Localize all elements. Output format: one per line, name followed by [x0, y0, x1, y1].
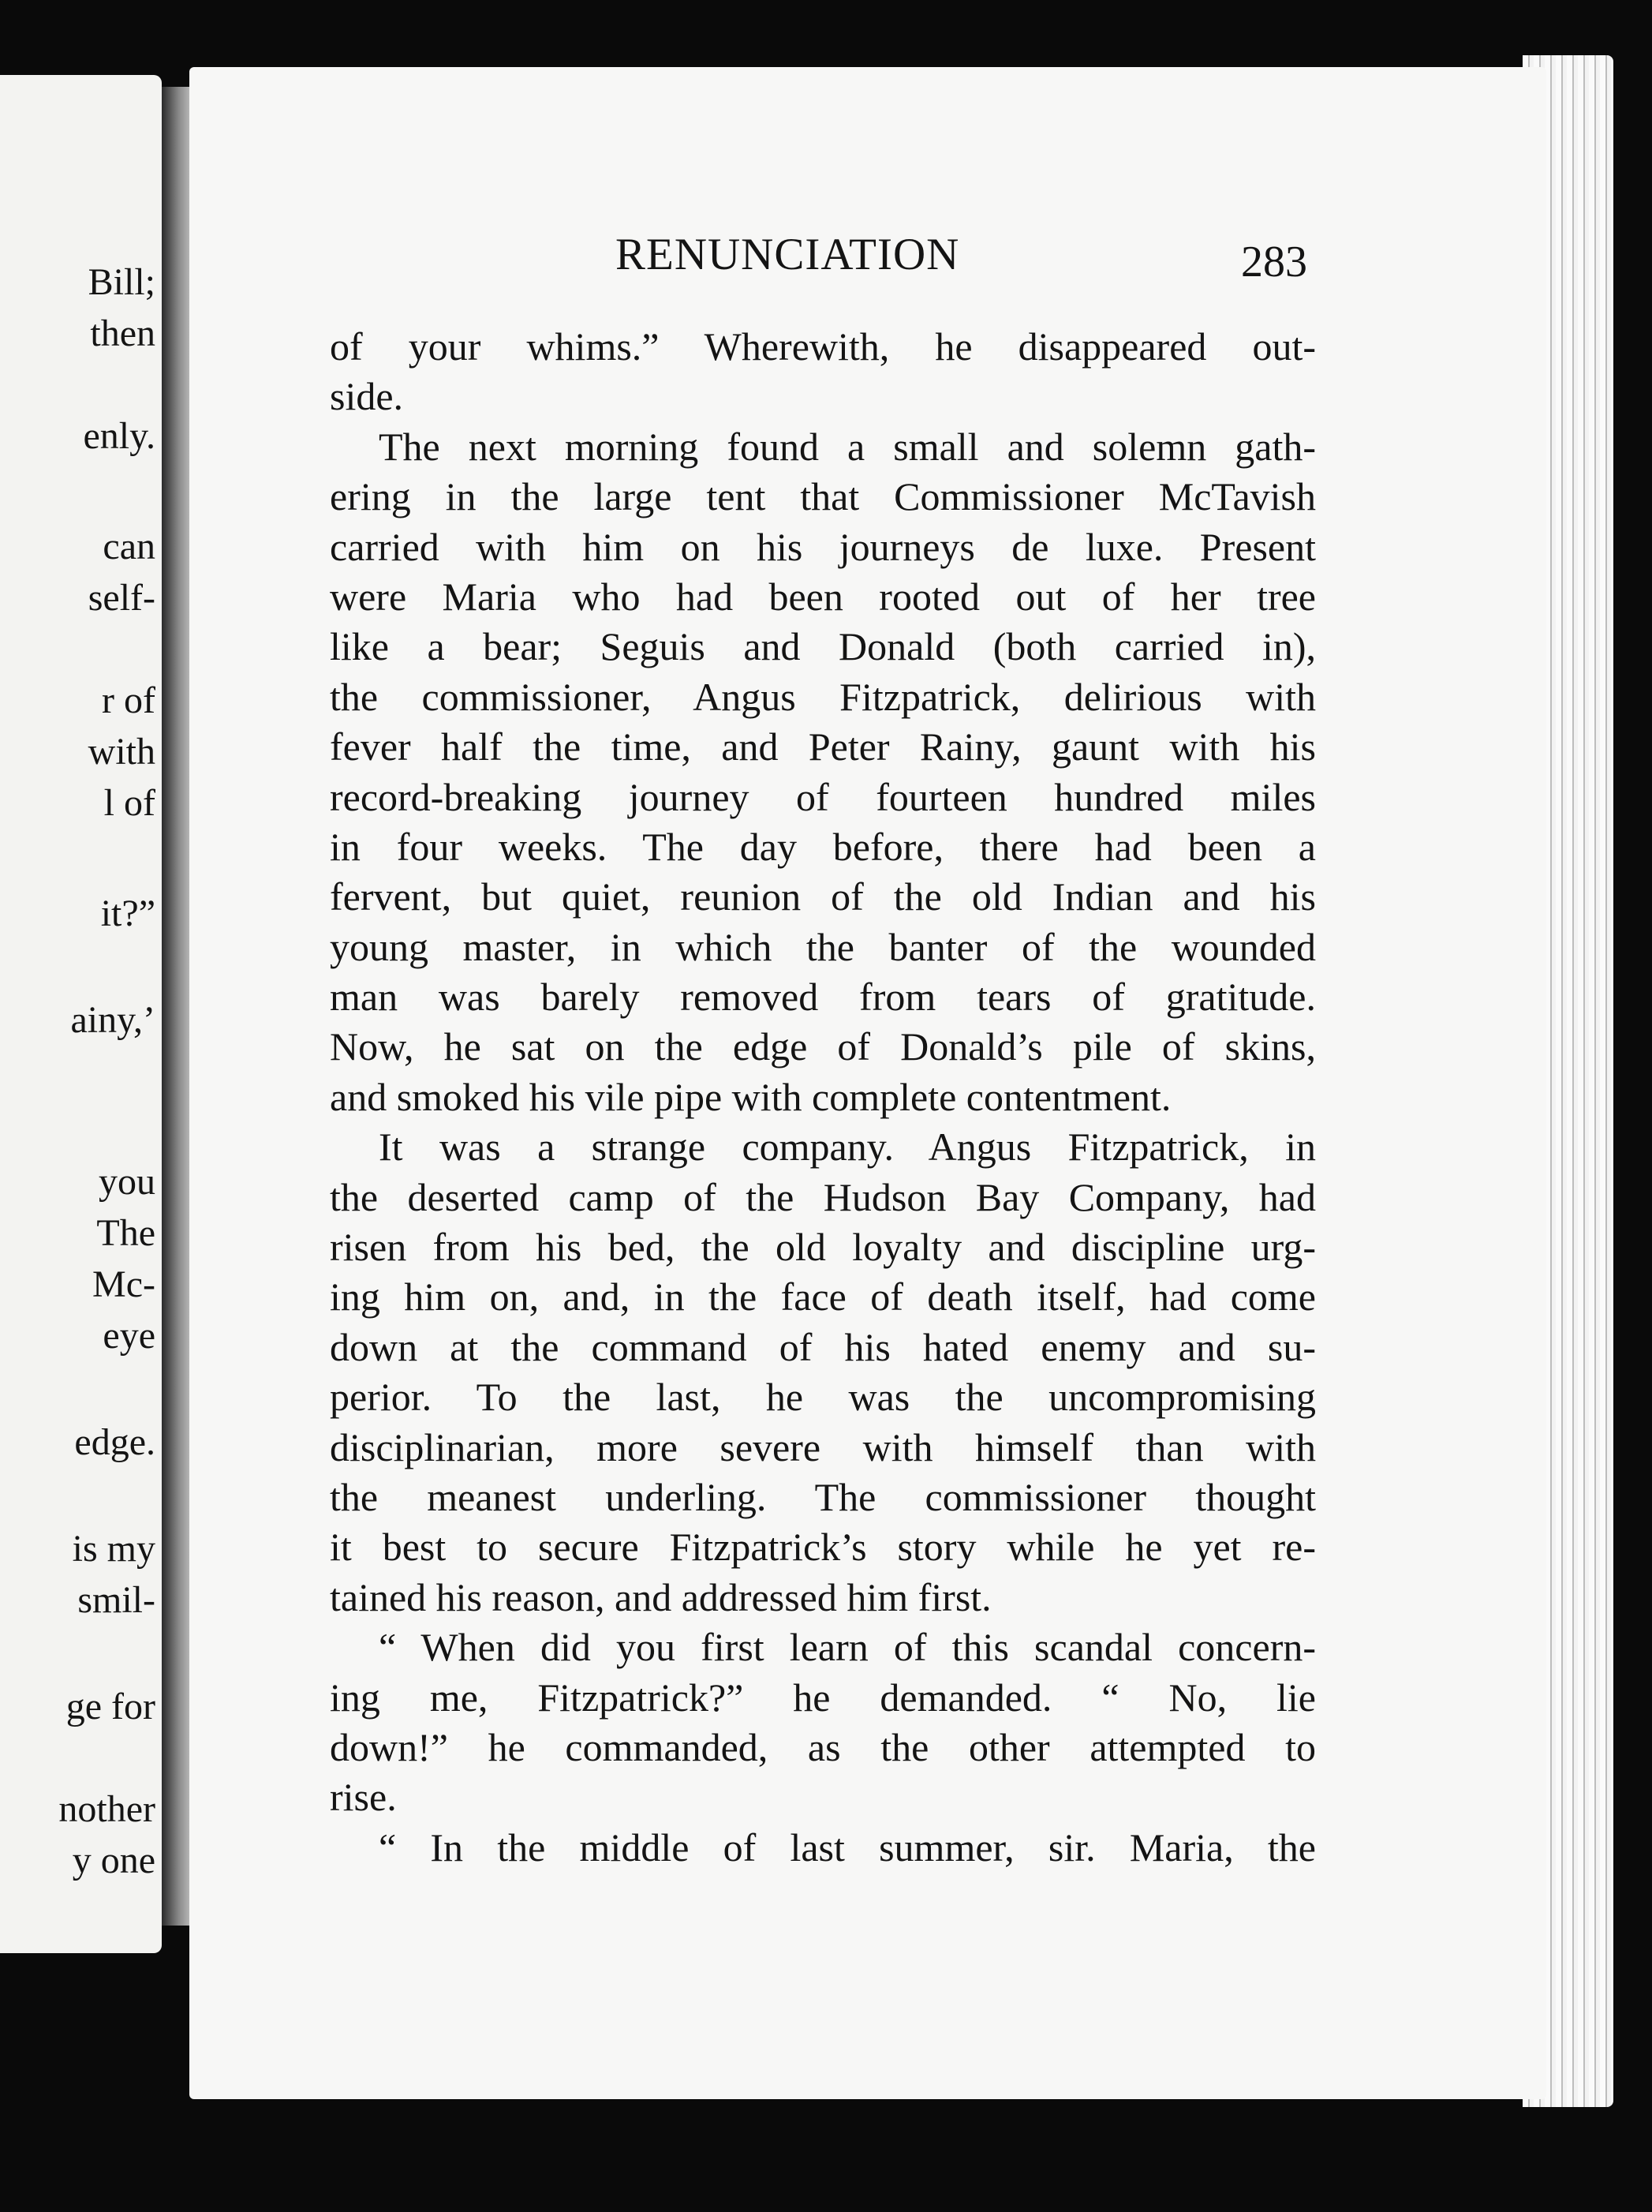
- left-page-line: can: [103, 526, 155, 567]
- left-page-line: you: [99, 1161, 155, 1203]
- left-page-line: enly.: [83, 415, 155, 457]
- left-page-line: ge for: [65, 1686, 155, 1727]
- text-line: The next morning found a small and solemn gath-: [379, 424, 1316, 469]
- left-page-line: r of: [102, 679, 155, 721]
- text-line: perior. To the last, he was the uncompromising: [330, 1375, 1316, 1420]
- left-page-line: y one: [72, 1840, 155, 1881]
- text-line: carried with him on his journeys de luxe. Present: [330, 524, 1316, 569]
- left-page-line: self-: [88, 577, 155, 619]
- text-line: fever half the time, and Peter Rainy, gaunt with his: [330, 724, 1316, 769]
- text-line: down!” he commanded, as the other attempted to: [330, 1724, 1316, 1769]
- left-page-fragment: [0, 75, 162, 1953]
- text-line: Now, he sat on the edge of Donald’s pile of skins,: [330, 1024, 1316, 1069]
- text-line: of your whims.” Wherewith, he disappeared out-: [330, 324, 1316, 369]
- left-page-line: l of: [103, 782, 155, 824]
- left-page-line: it?”: [100, 893, 155, 934]
- text-line: the commissioner, Angus Fitzpatrick, delirious with: [330, 674, 1316, 719]
- left-page-line: Bill;: [88, 261, 155, 303]
- text-line: “ In the middle of last summer, sir. Maria, the: [379, 1825, 1316, 1870]
- left-page-line: with: [88, 731, 155, 773]
- left-page-line: edge.: [74, 1421, 155, 1463]
- text-line: It was a strange company. Angus Fitzpatrick, in: [379, 1125, 1316, 1170]
- left-page-line: nother: [58, 1788, 155, 1830]
- text-line: risen from his bed, the old loyalty and discipline urg-: [330, 1225, 1316, 1270]
- left-page-line: ainy,’: [70, 999, 155, 1041]
- left-page-line: smil-: [77, 1579, 155, 1621]
- text-line: “ When did you first learn of this scandal concern-: [379, 1625, 1316, 1670]
- text-line: record-breaking journey of fourteen hundred miles: [330, 774, 1316, 819]
- text-line: fervent, but quiet, reunion of the old Indian and his: [330, 874, 1316, 919]
- text-line: in four weeks. The day before, there had been a: [330, 824, 1316, 869]
- left-page-line: Mc-: [92, 1263, 155, 1305]
- text-line: rise.: [330, 1775, 397, 1820]
- running-head: RENUNCIATION: [615, 230, 960, 279]
- text-line: disciplinarian, more severe with himself than with: [330, 1424, 1316, 1469]
- left-page-line: The: [96, 1212, 155, 1254]
- text-line: the deserted camp of the Hudson Bay Company, had: [330, 1174, 1316, 1219]
- text-line: ering in the large tent that Commissioner McTavish: [330, 474, 1316, 519]
- text-line: young master, in which the banter of the wounded: [330, 924, 1316, 969]
- body-text: [330, 322, 1316, 1873]
- text-line: down at the command of his hated enemy and su-: [330, 1324, 1316, 1369]
- left-page-line: eye: [103, 1315, 155, 1357]
- left-page-line: then: [90, 313, 155, 354]
- text-line: the meanest underling. The commissioner thought: [330, 1474, 1316, 1519]
- page-number: 283: [1241, 238, 1307, 286]
- text-line: were Maria who had been rooted out of her tree: [330, 574, 1316, 619]
- text-line: and smoked his vile pipe with complete contentment.: [330, 1074, 1172, 1119]
- text-line: side.: [330, 374, 404, 419]
- left-page-line: is my: [72, 1528, 155, 1570]
- text-line: like a bear; Seguis and Donald (both carried in),: [330, 624, 1316, 669]
- text-line: it best to secure Fitzpatrick’s story while he yet re-: [330, 1525, 1316, 1570]
- text-line: tained his reason, and addressed him first.: [330, 1574, 992, 1619]
- text-line: man was barely removed from tears of gratitude.: [330, 975, 1316, 1020]
- text-line: ing him on, and, in the face of death itself, had come: [330, 1274, 1316, 1319]
- text-line: ing me, Fitzpatrick?” he demanded. “ No, lie: [330, 1675, 1316, 1720]
